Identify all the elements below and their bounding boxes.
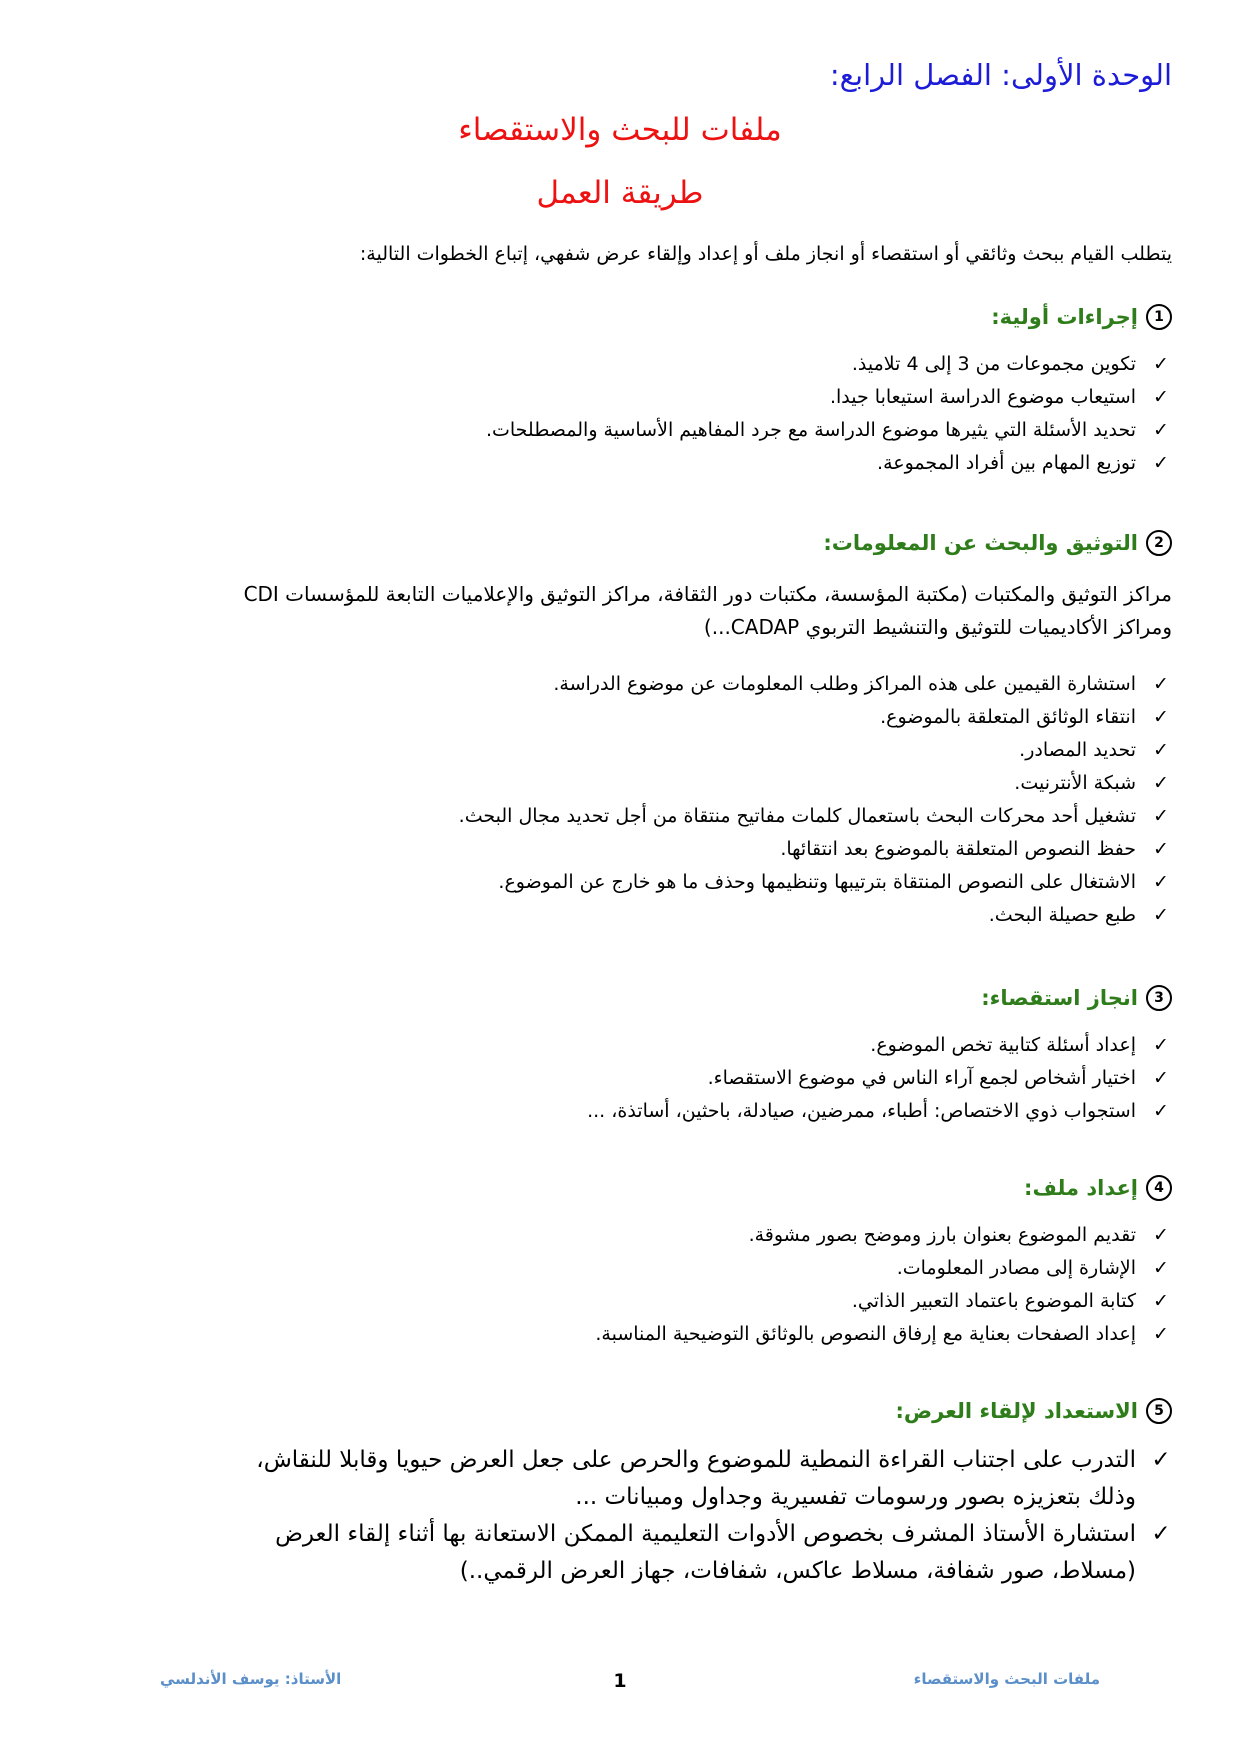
checklist [112,348,1172,480]
page-footer [0,1670,1240,1700]
list-item: ✓ الإشارة إلى مصادر المعلومات. [112,1252,1172,1285]
section-title: التوثيق والبحث عن المعلومات: [823,531,1138,555]
check-icon: ✓ [1153,452,1169,474]
list-item: ✓ تحديد الأسئلة التي يثيرها موضوع الدراسة مع جرد المفاهيم الأساسية والمصطلحات. [112,414,1172,447]
list-item: ✓ حفظ النصوص المتعلقة بالموضوع بعد انتقائها. [112,833,1172,866]
checklist [112,1029,1172,1128]
check-icon: ✓ [1153,1290,1169,1312]
footer-doc-title: ملفات البحث والاستقصاء [913,1670,1100,1688]
check-icon: ✓ [1151,1447,1171,1473]
list-item: ✓ توزيع المهام بين أفراد المجموعة. [112,447,1172,480]
check-icon: ✓ [1153,353,1169,375]
check-icon: ✓ [1153,1257,1169,1279]
check-icon: ✓ [1153,1100,1169,1122]
section-title: إجراءات أولية: [991,305,1138,329]
list-item: ✓ استشارة القيمين على هذه المراكز وطلب المعلومات عن موضوع الدراسة. [112,668,1172,701]
section-heading [112,304,1172,330]
section-number: 1 [1146,304,1172,330]
section-preliminary [112,304,1172,480]
section-title: الاستعداد لإلقاء العرض: [895,1399,1138,1423]
main-title: ملفات للبحث والاستقصاء [458,112,782,148]
section-title: إعداد ملف: [1024,1176,1138,1200]
sub-title: طريقة العمل [536,175,704,211]
section-title: انجاز استقصاء: [981,986,1138,1010]
check-icon: ✓ [1153,1067,1169,1089]
section-documentation [112,530,1172,932]
list-item: ✓ التدرب على اجتناب القراءة النمطية للموضوع والحرص على جعل العرض حيويا وقابلا للنقاش، وذلك بتعزيزه بصور ورسومات تفسيرية وجداول ومبيانات ... [112,1442,1172,1516]
intro-paragraph: يتطلب القيام ببحث وثائقي أو استقصاء أو انجاز ملف أو إعداد وإلقاء عرض شفهي، إتباع الخطوات التالية: [359,243,1172,265]
check-icon: ✓ [1153,772,1169,794]
section-heading [112,1398,1172,1424]
section-presentation [112,1398,1172,1590]
check-icon: ✓ [1153,1034,1169,1056]
section-number: 5 [1146,1398,1172,1424]
check-icon: ✓ [1153,386,1169,408]
list-item: ✓ استشارة الأستاذ المشرف بخصوص الأدوات التعليمية الممكن الاستعانة بها أثناء إلقاء العرض (مسلاط، صور شفافة، مسلاط عاكس، شفافات، جهاز العرض الرقمي..) [112,1516,1172,1590]
page-number: 1 [613,1670,627,1692]
check-icon: ✓ [1153,805,1169,827]
list-item: ✓ شبكة الأنترنيت. [112,767,1172,800]
list-item: ✓ تشغيل أحد محركات البحث باستعمال كلمات مفاتيح منتقاة من أجل تحديد مجال البحث. [112,800,1172,833]
check-icon: ✓ [1151,1521,1171,1547]
section-file [112,1175,1172,1351]
list-item: ✓ استيعاب موضوع الدراسة استيعابا جيدا. [112,381,1172,414]
check-icon: ✓ [1153,673,1169,695]
check-icon: ✓ [1153,419,1169,441]
check-icon: ✓ [1153,706,1169,728]
check-icon: ✓ [1153,739,1169,761]
list-item: ✓ إعداد الصفحات بعناية مع إرفاق النصوص بالوثائق التوضيحية المناسبة. [112,1318,1172,1351]
list-item: ✓ تقديم الموضوع بعنوان بارز وموضح بصور مشوقة. [112,1219,1172,1252]
section-number: 4 [1146,1175,1172,1201]
check-icon: ✓ [1153,1224,1169,1246]
footer-author: الأستاذ: يوسف الأندلسي [160,1670,342,1688]
checklist [112,1442,1172,1590]
list-item: ✓ استجواب ذوي الاختصاص: أطباء، ممرضين، صيادلة، باحثين، أساتذة، ... [112,1095,1172,1128]
list-item: ✓ اختيار أشخاص لجمع آراء الناس في موضوع الاستقصاء. [112,1062,1172,1095]
list-item: ✓ تكوين مجموعات من 3 إلى 4 تلاميذ. [112,348,1172,381]
check-icon: ✓ [1153,871,1169,893]
list-item: ✓ تحديد المصادر. [112,734,1172,767]
section-survey [112,985,1172,1128]
check-icon: ✓ [1153,1323,1169,1345]
list-item: ✓ انتقاء الوثائق المتعلقة بالموضوع. [112,701,1172,734]
checklist [112,668,1172,932]
checklist [112,1219,1172,1351]
list-item: ✓ كتابة الموضوع باعتماد التعبير الذاتي. [112,1285,1172,1318]
list-item: ✓ إعداد أسئلة كتابية تخص الموضوع. [112,1029,1172,1062]
list-item: ✓ طبع حصيلة البحث. [112,899,1172,932]
section-number: 3 [1146,985,1172,1011]
section-heading [112,530,1172,556]
unit-title: الوحدة الأولى: الفصل الرابع: [829,58,1172,92]
section-heading [112,1175,1172,1201]
section-number: 2 [1146,530,1172,556]
check-icon: ✓ [1153,838,1169,860]
list-item: ✓ الاشتغال على النصوص المنتقاة بترتيبها وتنظيمها وحذف ما هو خارج عن الموضوع. [112,866,1172,899]
check-icon: ✓ [1153,904,1169,926]
section-heading [112,985,1172,1011]
documentation-paragraph: مراكز التوثيق والمكتبات (مكتبة المؤسسة، مكتبات دور الثقافة، مراكز التوثيق والإعلاميات التابعة للمؤسسات CDI ومراكز الأكاديميات للتوثيق والتنشيط التربوي CADAP...) [243,582,1172,639]
